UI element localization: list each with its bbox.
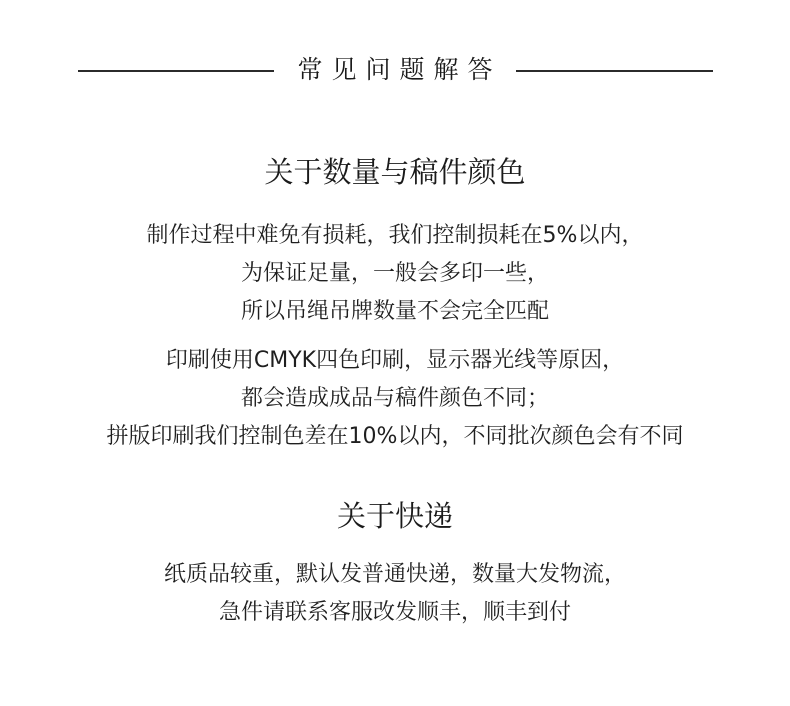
faq-header [0, 52, 790, 88]
paragraph-wastage [0, 217, 790, 331]
paragraph-line: 急件请联系客服改发顺丰，顺丰到付 [218, 600, 571, 625]
header-divider-right [516, 70, 713, 72]
paragraph-line: 为保证足量，一般会多印一些， [240, 261, 549, 286]
paragraph-line: 纸质品较重，默认发普通快递，数量大发物流， [163, 562, 626, 587]
header-divider-left [78, 70, 274, 72]
paragraph-color-difference [0, 342, 790, 456]
paragraph-line: 印刷使用CMYK四色印刷，显示器光线等原因， [165, 348, 625, 373]
page-title: 常见问题解答 [297, 55, 502, 84]
paragraph-line: 所以吊绳吊牌数量不会完全匹配 [240, 299, 549, 324]
section-title-quantity-color: 关于数量与稿件颜色 [264, 155, 526, 189]
paragraph-line: 制作过程中难免有损耗，我们控制损耗在5%以内， [146, 223, 644, 248]
paragraph-line: 拼版印刷我们控制色差在10%以内，不同批次颜色会有不同 [106, 424, 684, 449]
paragraph-shipping [0, 556, 790, 632]
section-title-shipping: 关于快递 [336, 499, 453, 533]
paragraph-line: 都会造成成品与稿件颜色不同； [240, 386, 549, 411]
